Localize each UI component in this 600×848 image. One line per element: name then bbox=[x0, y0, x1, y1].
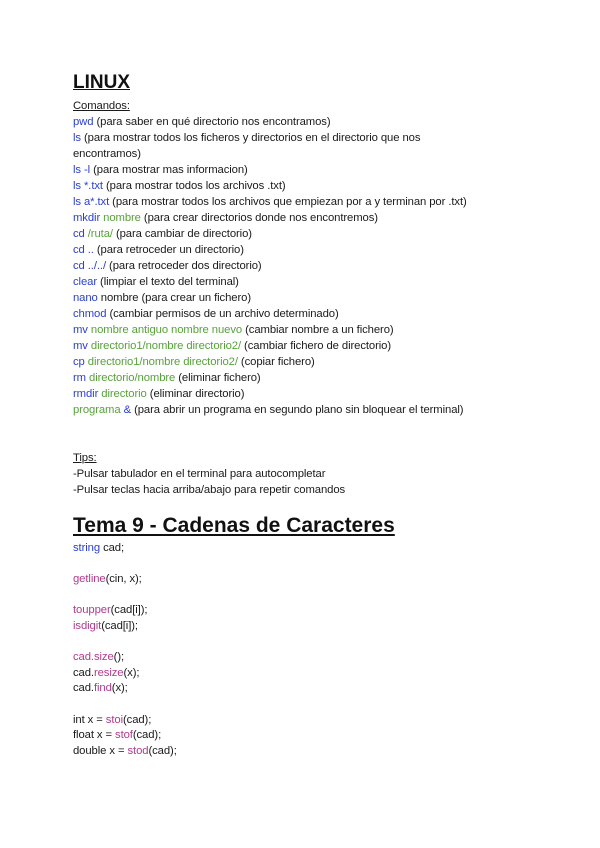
line-text: (para mostrar todos los ficheros y directorios en el directorio que nos bbox=[80, 132, 421, 144]
line-text: (para crear directorios donde nos encontremos) bbox=[140, 212, 378, 224]
command-line bbox=[73, 162, 248, 178]
line-text: (para retroceder dos directorio) bbox=[106, 260, 262, 272]
line-text: (cad); bbox=[122, 713, 152, 726]
code-line bbox=[73, 680, 128, 696]
code-line bbox=[73, 727, 161, 743]
line-text: (cad[i]); bbox=[110, 604, 148, 617]
command-line bbox=[73, 210, 378, 226]
commands-subtitle: Comandos: bbox=[73, 100, 130, 112]
syntax-token: size bbox=[93, 651, 114, 664]
line-text: (); bbox=[113, 651, 125, 664]
syntax-token: stof bbox=[115, 729, 133, 742]
command-line bbox=[73, 178, 286, 194]
syntax-token: & bbox=[120, 404, 132, 416]
line-text: (cin, x); bbox=[105, 573, 142, 586]
line-text: double x = bbox=[73, 744, 128, 757]
command-line bbox=[73, 194, 467, 210]
syntax-token: nano bbox=[73, 292, 98, 304]
line-text: (cambiar permisos de un archivo determinado) bbox=[106, 308, 339, 320]
syntax-token: directorio1/nombre directorio2/ bbox=[84, 356, 238, 368]
line-text: cad. bbox=[73, 666, 94, 679]
syntax-token: cp bbox=[73, 356, 85, 368]
command-line bbox=[73, 242, 244, 258]
command-line bbox=[73, 386, 244, 402]
syntax-token: clear bbox=[73, 276, 97, 288]
command-line bbox=[73, 290, 251, 306]
command-line bbox=[73, 370, 261, 386]
code-line bbox=[73, 649, 124, 665]
line-text: (cad[i]); bbox=[101, 620, 138, 632]
command-line bbox=[73, 274, 239, 290]
code-line bbox=[73, 665, 139, 681]
line-text: int x = bbox=[73, 713, 106, 726]
line-text: cad; bbox=[100, 542, 125, 554]
syntax-token: rm bbox=[73, 372, 86, 384]
syntax-token: nombre bbox=[100, 212, 141, 224]
command-line bbox=[73, 354, 315, 370]
line-text: (copiar fichero) bbox=[237, 356, 315, 368]
tema9-heading: Tema 9 - Cadenas de Caracteres bbox=[73, 514, 395, 537]
syntax-token: cd ../../ bbox=[73, 260, 107, 272]
syntax-token: cd .. bbox=[73, 244, 94, 256]
syntax-token: cd bbox=[73, 228, 85, 240]
line-text: (x); bbox=[123, 666, 140, 679]
command-line bbox=[73, 258, 262, 274]
syntax-token: ls bbox=[73, 132, 81, 144]
syntax-token: ls -l bbox=[73, 164, 91, 176]
syntax-token: directorio/nombre bbox=[85, 372, 176, 384]
line-text: (x); bbox=[111, 682, 128, 695]
tip-line: -Pulsar tabulador en el terminal para autocompletar bbox=[73, 468, 326, 480]
syntax-token: toupper bbox=[73, 604, 111, 617]
line-text: (para mostrar todos los archivos que empiezan por a y terminan por .txt) bbox=[109, 196, 467, 208]
command-line bbox=[73, 114, 331, 130]
line-text: (para saber en qué directorio nos encontramos) bbox=[93, 116, 331, 128]
syntax-token: /ruta/ bbox=[84, 228, 113, 240]
code-line bbox=[73, 540, 124, 556]
code-line bbox=[73, 712, 151, 728]
line-text: (cambiar nombre a un fichero) bbox=[242, 324, 394, 336]
code-line bbox=[73, 743, 177, 759]
line-text: nombre (para crear un fichero) bbox=[97, 292, 251, 304]
command-line bbox=[73, 338, 391, 354]
syntax-token: mkdir bbox=[73, 212, 101, 224]
command-line bbox=[73, 226, 252, 242]
syntax-token: ls *.txt bbox=[73, 180, 103, 192]
line-text: (para cambiar de directorio) bbox=[112, 228, 252, 240]
tip-line: -Pulsar teclas hacia arriba/abajo para repetir comandos bbox=[73, 484, 346, 496]
line-text: (cad); bbox=[148, 744, 177, 757]
line-text: (eliminar fichero) bbox=[175, 372, 261, 384]
line-text: float x = bbox=[73, 729, 116, 742]
line-text: cad. bbox=[73, 682, 94, 695]
syntax-token: mv bbox=[73, 324, 88, 336]
syntax-token: stod bbox=[127, 744, 149, 757]
linux-heading: LINUX bbox=[73, 72, 130, 93]
syntax-token: isdigit bbox=[73, 620, 102, 632]
syntax-token: directorio1/nombre directorio2/ bbox=[87, 340, 242, 352]
tips-subtitle: Tips: bbox=[73, 452, 97, 464]
syntax-token: directorio bbox=[98, 388, 147, 400]
syntax-token: programa bbox=[73, 404, 121, 416]
command-line bbox=[73, 322, 394, 338]
line-text: (para retroceder un directorio) bbox=[93, 244, 244, 256]
syntax-token: getline bbox=[73, 573, 106, 586]
line-text: (cambiar fichero de directorio) bbox=[241, 340, 392, 352]
line-text: (para mostrar mas informacion) bbox=[90, 164, 248, 176]
command-line bbox=[73, 306, 339, 322]
line-text: (limpiar el texto del terminal) bbox=[97, 276, 239, 288]
syntax-token: rmdir bbox=[73, 388, 99, 400]
syntax-token: chmod bbox=[73, 308, 107, 320]
line-text: (para mostrar todos los archivos .txt) bbox=[102, 180, 286, 192]
code-line bbox=[73, 618, 138, 634]
line-text: encontramos) bbox=[73, 148, 141, 160]
syntax-token: string bbox=[73, 542, 101, 554]
code-line bbox=[73, 602, 147, 618]
syntax-token: stoi bbox=[105, 713, 123, 726]
code-line bbox=[73, 571, 142, 587]
line-text: (eliminar directorio) bbox=[146, 388, 245, 400]
syntax-token: nombre antiguo nombre nuevo bbox=[87, 324, 243, 336]
syntax-token: pwd bbox=[73, 116, 94, 128]
syntax-token: resize bbox=[93, 666, 124, 679]
line-text: (cad); bbox=[132, 729, 162, 742]
line-text: (para abrir un programa en segundo plano sin bloquear el terminal) bbox=[131, 404, 464, 416]
syntax-token: mv bbox=[73, 340, 88, 352]
syntax-token: cad. bbox=[73, 651, 94, 664]
syntax-token: ls a*.txt bbox=[73, 196, 110, 208]
command-line bbox=[73, 402, 463, 418]
command-line bbox=[73, 146, 141, 162]
syntax-token: find bbox=[93, 682, 112, 695]
command-line bbox=[73, 130, 420, 146]
